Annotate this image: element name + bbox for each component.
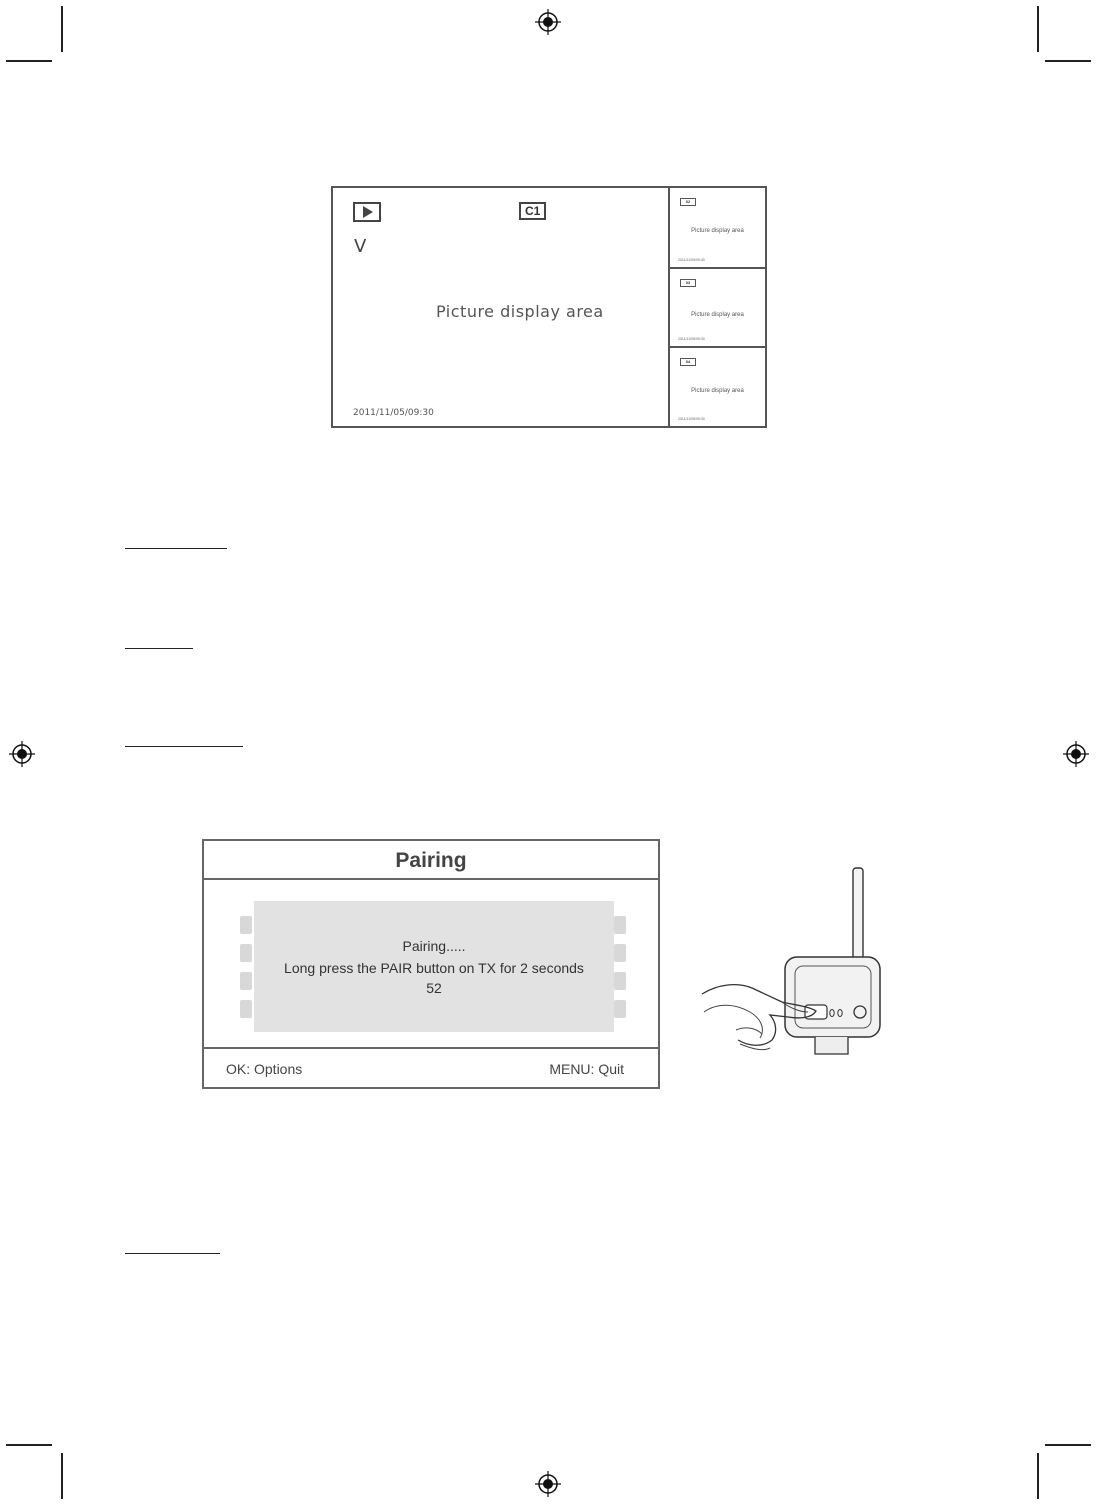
camera-pair-illustration-icon — [690, 862, 900, 1067]
crop-mark — [1045, 60, 1091, 62]
crop-mark — [61, 6, 63, 52]
camera-screen — [331, 186, 767, 428]
thumbnail-timestamp: 2011/11/05/09:30 — [678, 337, 705, 341]
registration-mark-icon — [534, 1470, 562, 1498]
registration-mark-icon — [1062, 740, 1090, 768]
section-heading-underline — [125, 548, 227, 549]
section-heading-underline — [125, 1253, 220, 1254]
pairing-dialog-title: Pairing — [204, 841, 658, 880]
menu-quit-hint[interactable]: MENU: Quit — [549, 1061, 624, 1077]
registration-mark-icon — [8, 740, 36, 768]
thumbnail-badge: 03 — [680, 279, 696, 287]
section-heading-underline — [125, 648, 193, 649]
crop-mark — [1037, 1453, 1039, 1499]
thumbnail-badge: 04 — [680, 358, 696, 366]
thumbnail-channel-2 — [670, 188, 765, 269]
crop-mark — [6, 60, 52, 62]
play-icon — [353, 202, 381, 222]
crop-mark — [6, 1444, 52, 1446]
main-picture-area — [333, 188, 670, 426]
pairing-dialog — [202, 839, 660, 1089]
ok-options-hint[interactable]: OK: Options — [226, 1061, 303, 1077]
thumbnail-label: Picture display area — [691, 388, 744, 394]
section-heading-underline — [125, 746, 243, 747]
dialog-side-tab — [614, 1000, 626, 1018]
dialog-side-tab — [240, 916, 252, 934]
dialog-side-tab — [614, 944, 626, 962]
pairing-status: Pairing..... — [402, 938, 466, 954]
dialog-side-tab — [240, 944, 252, 962]
crop-mark — [1045, 1444, 1091, 1446]
thumbnail-timestamp: 2011/11/05/09:30 — [678, 258, 705, 262]
channel-badge: C1 — [519, 202, 546, 220]
crop-mark — [1037, 6, 1039, 52]
dialog-side-tab — [240, 972, 252, 990]
thumbnail-channel-3 — [670, 269, 765, 348]
main-timestamp: 2011/11/05/09:30 — [353, 408, 434, 418]
pairing-message-box — [254, 901, 614, 1032]
channel-mark: V — [354, 236, 367, 257]
dialog-side-tab — [614, 916, 626, 934]
thumbnail-timestamp: 2011/11/05/09:30 — [678, 417, 705, 421]
dialog-side-tab — [614, 972, 626, 990]
dialog-side-tab — [240, 1000, 252, 1018]
pairing-countdown: 52 — [426, 980, 442, 996]
main-picture-label: Picture display area — [436, 302, 604, 321]
pairing-dialog-footer — [204, 1047, 658, 1089]
thumbnail-badge: 02 — [680, 198, 696, 206]
registration-mark-icon — [534, 8, 562, 36]
thumbnail-label: Picture display area — [691, 228, 744, 234]
crop-mark — [61, 1453, 63, 1499]
thumbnail-label: Picture display area — [691, 312, 744, 318]
thumbnail-channel-4 — [670, 348, 765, 426]
pairing-instruction: Long press the PAIR button on TX for 2 seconds — [284, 960, 584, 976]
